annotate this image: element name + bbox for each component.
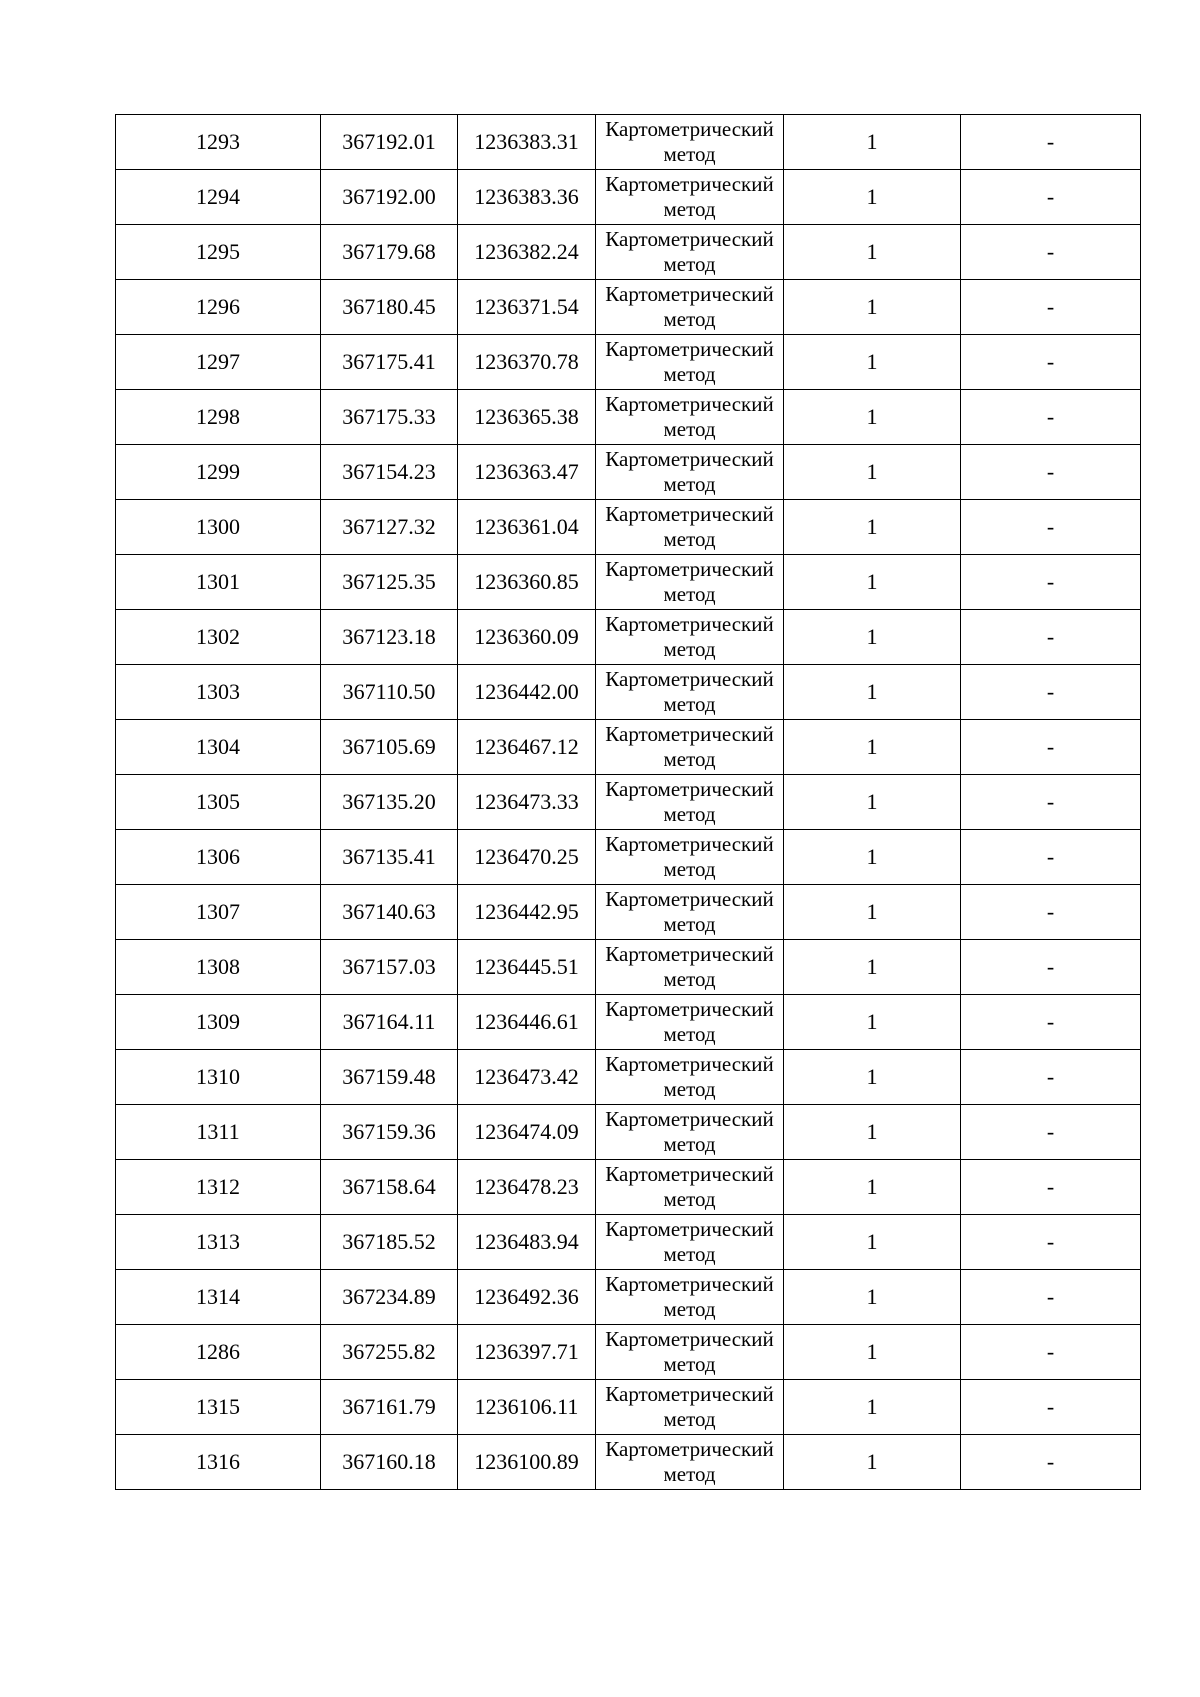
accuracy-cell: 1 xyxy=(784,775,961,830)
accuracy-cell: 1 xyxy=(784,1435,961,1490)
y-coordinate-cell: 1236106.11 xyxy=(458,1380,596,1435)
accuracy-cell: 1 xyxy=(784,335,961,390)
accuracy-cell: 1 xyxy=(784,1160,961,1215)
description-cell: - xyxy=(961,445,1141,500)
table-row xyxy=(116,940,1141,995)
description-cell: - xyxy=(961,335,1141,390)
table-row xyxy=(116,445,1141,500)
point-number-cell: 1313 xyxy=(116,1215,321,1270)
y-coordinate-cell: 1236446.61 xyxy=(458,995,596,1050)
method-cell: Картометрический метод xyxy=(596,665,784,720)
method-cell: Картометрический метод xyxy=(596,335,784,390)
method-cell: Картометрический метод xyxy=(596,1380,784,1435)
x-coordinate-cell: 367123.18 xyxy=(321,610,458,665)
y-coordinate-cell: 1236442.00 xyxy=(458,665,596,720)
x-coordinate-cell: 367140.63 xyxy=(321,885,458,940)
y-coordinate-cell: 1236397.71 xyxy=(458,1325,596,1380)
description-cell: - xyxy=(961,555,1141,610)
point-number-cell: 1314 xyxy=(116,1270,321,1325)
point-number-cell: 1316 xyxy=(116,1435,321,1490)
method-cell: Картометрический метод xyxy=(596,225,784,280)
y-coordinate-cell: 1236492.36 xyxy=(458,1270,596,1325)
accuracy-cell: 1 xyxy=(784,610,961,665)
y-coordinate-cell: 1236100.89 xyxy=(458,1435,596,1490)
table-row xyxy=(116,335,1141,390)
accuracy-cell: 1 xyxy=(784,1325,961,1380)
description-cell: - xyxy=(961,390,1141,445)
table-row xyxy=(116,885,1141,940)
point-number-cell: 1286 xyxy=(116,1325,321,1380)
method-cell: Картометрический метод xyxy=(596,1105,784,1160)
x-coordinate-cell: 367192.01 xyxy=(321,115,458,170)
point-number-cell: 1303 xyxy=(116,665,321,720)
method-cell: Картометрический метод xyxy=(596,170,784,225)
method-cell: Картометрический метод xyxy=(596,940,784,995)
method-cell: Картометрический метод xyxy=(596,775,784,830)
x-coordinate-cell: 367161.79 xyxy=(321,1380,458,1435)
point-number-cell: 1296 xyxy=(116,280,321,335)
method-cell: Картометрический метод xyxy=(596,1435,784,1490)
point-number-cell: 1295 xyxy=(116,225,321,280)
y-coordinate-cell: 1236483.94 xyxy=(458,1215,596,1270)
table-row xyxy=(116,280,1141,335)
point-number-cell: 1299 xyxy=(116,445,321,500)
table-row xyxy=(116,665,1141,720)
table-row xyxy=(116,225,1141,280)
x-coordinate-cell: 367158.64 xyxy=(321,1160,458,1215)
x-coordinate-cell: 367175.33 xyxy=(321,390,458,445)
accuracy-cell: 1 xyxy=(784,1215,961,1270)
point-number-cell: 1302 xyxy=(116,610,321,665)
table-row xyxy=(116,1050,1141,1105)
y-coordinate-cell: 1236473.42 xyxy=(458,1050,596,1105)
method-cell: Картометрический метод xyxy=(596,115,784,170)
x-coordinate-cell: 367164.11 xyxy=(321,995,458,1050)
point-number-cell: 1307 xyxy=(116,885,321,940)
point-number-cell: 1293 xyxy=(116,115,321,170)
x-coordinate-cell: 367125.35 xyxy=(321,555,458,610)
x-coordinate-cell: 367159.36 xyxy=(321,1105,458,1160)
x-coordinate-cell: 367159.48 xyxy=(321,1050,458,1105)
table-row xyxy=(116,115,1141,170)
method-cell: Картометрический метод xyxy=(596,1160,784,1215)
x-coordinate-cell: 367180.45 xyxy=(321,280,458,335)
accuracy-cell: 1 xyxy=(784,940,961,995)
description-cell: - xyxy=(961,225,1141,280)
accuracy-cell: 1 xyxy=(784,170,961,225)
description-cell: - xyxy=(961,610,1141,665)
description-cell: - xyxy=(961,500,1141,555)
method-cell: Картометрический метод xyxy=(596,445,784,500)
point-number-cell: 1310 xyxy=(116,1050,321,1105)
method-cell: Картометрический метод xyxy=(596,1215,784,1270)
accuracy-cell: 1 xyxy=(784,1270,961,1325)
x-coordinate-cell: 367127.32 xyxy=(321,500,458,555)
y-coordinate-cell: 1236442.95 xyxy=(458,885,596,940)
y-coordinate-cell: 1236363.47 xyxy=(458,445,596,500)
accuracy-cell: 1 xyxy=(784,115,961,170)
method-cell: Картометрический метод xyxy=(596,1270,784,1325)
y-coordinate-cell: 1236370.78 xyxy=(458,335,596,390)
x-coordinate-cell: 367135.41 xyxy=(321,830,458,885)
method-cell: Картометрический метод xyxy=(596,885,784,940)
point-number-cell: 1312 xyxy=(116,1160,321,1215)
point-number-cell: 1294 xyxy=(116,170,321,225)
table-row xyxy=(116,1270,1141,1325)
description-cell: - xyxy=(961,1435,1141,1490)
x-coordinate-cell: 367105.69 xyxy=(321,720,458,775)
y-coordinate-cell: 1236360.85 xyxy=(458,555,596,610)
method-cell: Картометрический метод xyxy=(596,1050,784,1105)
point-number-cell: 1306 xyxy=(116,830,321,885)
table-row xyxy=(116,1215,1141,1270)
method-cell: Картометрический метод xyxy=(596,995,784,1050)
table-row xyxy=(116,170,1141,225)
accuracy-cell: 1 xyxy=(784,885,961,940)
y-coordinate-cell: 1236383.36 xyxy=(458,170,596,225)
accuracy-cell: 1 xyxy=(784,390,961,445)
accuracy-cell: 1 xyxy=(784,665,961,720)
table-row xyxy=(116,1435,1141,1490)
method-cell: Картометрический метод xyxy=(596,830,784,885)
y-coordinate-cell: 1236467.12 xyxy=(458,720,596,775)
x-coordinate-cell: 367135.20 xyxy=(321,775,458,830)
accuracy-cell: 1 xyxy=(784,1105,961,1160)
table-row xyxy=(116,775,1141,830)
point-number-cell: 1309 xyxy=(116,995,321,1050)
accuracy-cell: 1 xyxy=(784,280,961,335)
accuracy-cell: 1 xyxy=(784,555,961,610)
description-cell: - xyxy=(961,830,1141,885)
point-number-cell: 1311 xyxy=(116,1105,321,1160)
description-cell: - xyxy=(961,1050,1141,1105)
y-coordinate-cell: 1236383.31 xyxy=(458,115,596,170)
table-row xyxy=(116,555,1141,610)
y-coordinate-cell: 1236478.23 xyxy=(458,1160,596,1215)
method-cell: Картометрический метод xyxy=(596,610,784,665)
description-cell: - xyxy=(961,1270,1141,1325)
x-coordinate-cell: 367179.68 xyxy=(321,225,458,280)
table-row xyxy=(116,1105,1141,1160)
accuracy-cell: 1 xyxy=(784,445,961,500)
table-row xyxy=(116,995,1141,1050)
x-coordinate-cell: 367110.50 xyxy=(321,665,458,720)
y-coordinate-cell: 1236365.38 xyxy=(458,390,596,445)
accuracy-cell: 1 xyxy=(784,1380,961,1435)
description-cell: - xyxy=(961,940,1141,995)
table-row xyxy=(116,390,1141,445)
x-coordinate-cell: 367157.03 xyxy=(321,940,458,995)
description-cell: - xyxy=(961,1215,1141,1270)
description-cell: - xyxy=(961,1160,1141,1215)
y-coordinate-cell: 1236470.25 xyxy=(458,830,596,885)
accuracy-cell: 1 xyxy=(784,225,961,280)
y-coordinate-cell: 1236382.24 xyxy=(458,225,596,280)
point-number-cell: 1298 xyxy=(116,390,321,445)
x-coordinate-cell: 367175.41 xyxy=(321,335,458,390)
accuracy-cell: 1 xyxy=(784,1050,961,1105)
method-cell: Картометрический метод xyxy=(596,1325,784,1380)
description-cell: - xyxy=(961,1105,1141,1160)
accuracy-cell: 1 xyxy=(784,995,961,1050)
point-number-cell: 1308 xyxy=(116,940,321,995)
point-number-cell: 1300 xyxy=(116,500,321,555)
point-number-cell: 1301 xyxy=(116,555,321,610)
description-cell: - xyxy=(961,665,1141,720)
point-number-cell: 1304 xyxy=(116,720,321,775)
description-cell: - xyxy=(961,115,1141,170)
x-coordinate-cell: 367154.23 xyxy=(321,445,458,500)
y-coordinate-cell: 1236473.33 xyxy=(458,775,596,830)
table-row xyxy=(116,1325,1141,1380)
method-cell: Картометрический метод xyxy=(596,280,784,335)
y-coordinate-cell: 1236474.09 xyxy=(458,1105,596,1160)
x-coordinate-cell: 367255.82 xyxy=(321,1325,458,1380)
table-row xyxy=(116,830,1141,885)
description-cell: - xyxy=(961,1325,1141,1380)
method-cell: Картометрический метод xyxy=(596,500,784,555)
description-cell: - xyxy=(961,280,1141,335)
x-coordinate-cell: 367234.89 xyxy=(321,1270,458,1325)
description-cell: - xyxy=(961,885,1141,940)
y-coordinate-cell: 1236361.04 xyxy=(458,500,596,555)
table-row xyxy=(116,500,1141,555)
description-cell: - xyxy=(961,995,1141,1050)
description-cell: - xyxy=(961,775,1141,830)
x-coordinate-cell: 367185.52 xyxy=(321,1215,458,1270)
table-row xyxy=(116,1160,1141,1215)
accuracy-cell: 1 xyxy=(784,500,961,555)
table-body xyxy=(116,115,1141,1490)
method-cell: Картометрический метод xyxy=(596,390,784,445)
accuracy-cell: 1 xyxy=(784,830,961,885)
description-cell: - xyxy=(961,1380,1141,1435)
table-row xyxy=(116,1380,1141,1435)
table-row xyxy=(116,720,1141,775)
description-cell: - xyxy=(961,720,1141,775)
method-cell: Картометрический метод xyxy=(596,555,784,610)
description-cell: - xyxy=(961,170,1141,225)
y-coordinate-cell: 1236360.09 xyxy=(458,610,596,665)
coordinates-table xyxy=(115,114,1141,1490)
accuracy-cell: 1 xyxy=(784,720,961,775)
y-coordinate-cell: 1236371.54 xyxy=(458,280,596,335)
method-cell: Картометрический метод xyxy=(596,720,784,775)
x-coordinate-cell: 367160.18 xyxy=(321,1435,458,1490)
point-number-cell: 1315 xyxy=(116,1380,321,1435)
point-number-cell: 1305 xyxy=(116,775,321,830)
y-coordinate-cell: 1236445.51 xyxy=(458,940,596,995)
point-number-cell: 1297 xyxy=(116,335,321,390)
x-coordinate-cell: 367192.00 xyxy=(321,170,458,225)
table-row xyxy=(116,610,1141,665)
